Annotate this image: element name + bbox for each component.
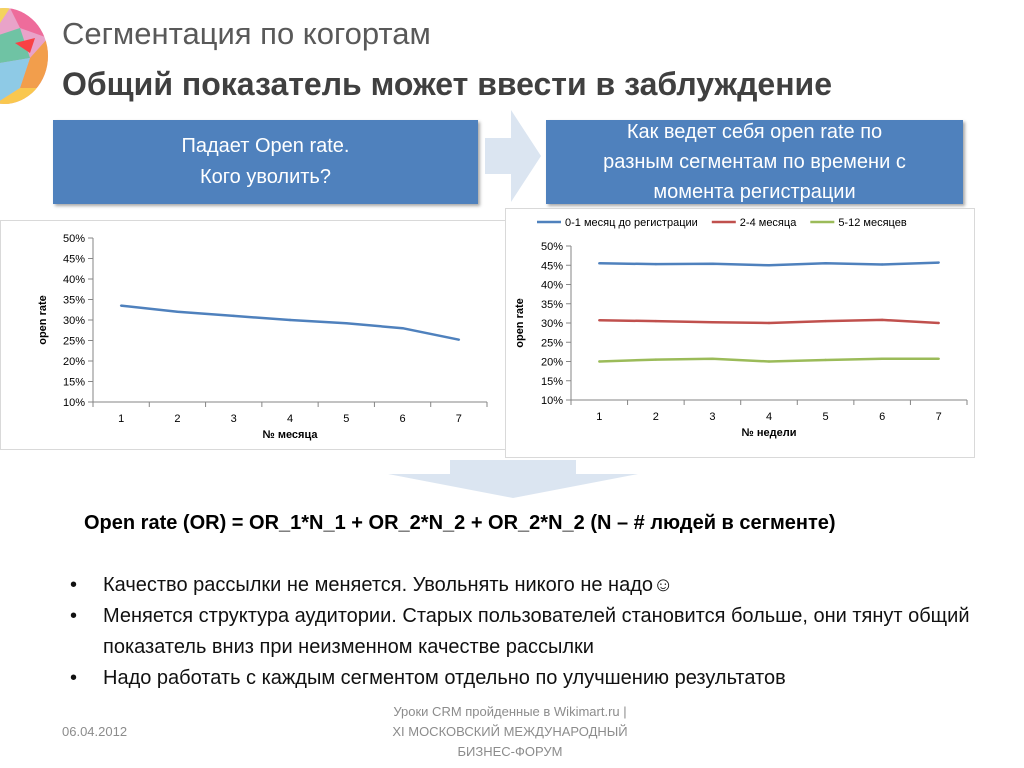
right-callout-line-2: разным сегментам по времени с <box>603 151 906 173</box>
data-point <box>598 262 600 264</box>
y-tick-label: 25% <box>62 335 85 348</box>
x-tick-label: 2 <box>174 413 181 425</box>
legend-label-1: 2-4 месяца <box>739 217 797 229</box>
data-point <box>938 261 940 263</box>
x-tick-label: 2 <box>652 411 659 423</box>
x-tick-label: 4 <box>286 413 294 425</box>
y-tick-label: 15% <box>62 376 85 389</box>
y-tick-label: 45% <box>62 253 85 266</box>
data-point <box>881 319 883 321</box>
data-point <box>120 304 122 306</box>
data-point <box>881 263 883 265</box>
y-tick-label: 50% <box>540 241 563 253</box>
x-tick-label: 7 <box>455 413 462 425</box>
data-point <box>176 311 178 313</box>
data-point <box>598 319 600 321</box>
legend-label-2: 5-12 месяцев <box>838 217 907 229</box>
overall-open-rate-chart <box>0 220 520 450</box>
footer-caption <box>350 702 670 762</box>
data-point <box>345 322 347 324</box>
x-tick-label: 3 <box>230 413 237 425</box>
y-axis-title: open rate <box>37 295 49 345</box>
mosaic-logo-icon <box>0 8 48 104</box>
data-point <box>711 358 713 360</box>
x-axis-title: № месяца <box>262 429 318 441</box>
conclusion-item-3: • Надо работать с каждым сегментом отдельно по улучшению результатов <box>70 663 970 694</box>
left-callout-box <box>53 120 478 204</box>
footer-date: 06.04.2012 <box>62 724 128 739</box>
data-point <box>938 358 940 360</box>
y-tick-label: 40% <box>62 274 85 286</box>
right-callout-box <box>546 120 963 204</box>
y-tick-label: 35% <box>540 298 563 311</box>
y-tick-label: 45% <box>540 260 563 273</box>
y-tick-label: 40% <box>540 279 563 292</box>
data-point <box>233 315 235 317</box>
y-tick-label: 20% <box>62 356 85 368</box>
y-tick-label: 10% <box>540 395 563 407</box>
x-axis-title: № недели <box>741 427 797 439</box>
x-tick-label: 3 <box>709 411 716 423</box>
data-point <box>458 338 460 340</box>
x-tick-label: 7 <box>935 411 942 423</box>
down-arrow-icon <box>388 460 638 498</box>
x-tick-label: 6 <box>399 413 406 425</box>
y-tick-label: 25% <box>540 337 563 350</box>
data-point <box>655 263 657 265</box>
footer-line-3: БИЗНЕС-ФОРУМ <box>457 744 563 759</box>
data-point <box>824 320 826 322</box>
segment-open-rate-chart <box>505 208 975 458</box>
y-tick-label: 35% <box>62 294 85 307</box>
data-point <box>401 327 403 329</box>
y-tick-label: 15% <box>540 375 563 388</box>
right-callout-line-3: момента регистрации <box>653 181 856 203</box>
x-tick-label: 6 <box>879 411 886 423</box>
data-point <box>768 264 770 266</box>
data-point <box>824 359 826 361</box>
x-tick-label: 1 <box>596 411 603 423</box>
data-point <box>938 322 940 324</box>
data-point <box>289 319 291 321</box>
y-tick-label: 30% <box>540 318 563 330</box>
footer-line-1: Уроки CRM пройденные в Wikimart.ru | <box>393 704 627 719</box>
legend-label-0: 0-1 месяц до регистрации <box>565 217 698 229</box>
y-tick-label: 50% <box>62 233 85 245</box>
slide-title: Общий показатель может ввести в заблуждение <box>62 66 833 102</box>
data-point <box>711 263 713 265</box>
data-point <box>824 262 826 264</box>
y-axis-title: open rate <box>514 298 526 348</box>
y-tick-label: 10% <box>62 397 85 409</box>
data-point <box>598 360 600 362</box>
x-tick-label: 5 <box>822 411 829 423</box>
left-callout-line-2: Кого уволить? <box>200 166 331 188</box>
x-tick-label: 1 <box>118 413 125 425</box>
data-point <box>768 322 770 324</box>
data-point <box>768 360 770 362</box>
conclusion-item-2: • Меняется структура аудитории. Старых пользователей становится больше, они тянут общий показатель вниз при неизменном качестве рассылки <box>70 601 970 663</box>
left-callout-line-1: Падает Open rate. <box>181 135 350 157</box>
right-arrow-icon <box>485 110 541 202</box>
x-tick-label: 4 <box>765 411 773 423</box>
right-callout-line-1: Как ведет себя open rate по <box>626 121 883 143</box>
data-point <box>655 358 657 360</box>
chart-frame <box>506 209 975 458</box>
data-point <box>711 321 713 323</box>
conclusion-item-1: • Качество рассылки не меняется. Увольнять никого не надо☺ <box>70 570 970 601</box>
data-point <box>655 320 657 322</box>
x-tick-label: 5 <box>343 413 350 425</box>
y-tick-label: 30% <box>62 315 85 327</box>
conclusions-list <box>70 570 970 694</box>
data-point <box>881 358 883 360</box>
open-rate-formula: Open rate (OR) = OR_1*N_1 + OR_2*N_2 + OR_2*N_2 (N – # людей в сегменте) <box>84 512 836 534</box>
y-tick-label: 20% <box>540 356 563 369</box>
slide-subtitle: Сегментация по когортам <box>62 16 431 51</box>
footer-line-2: XI МОСКОВСКИЙ МЕЖДУНАРОДНЫЙ <box>392 724 628 739</box>
